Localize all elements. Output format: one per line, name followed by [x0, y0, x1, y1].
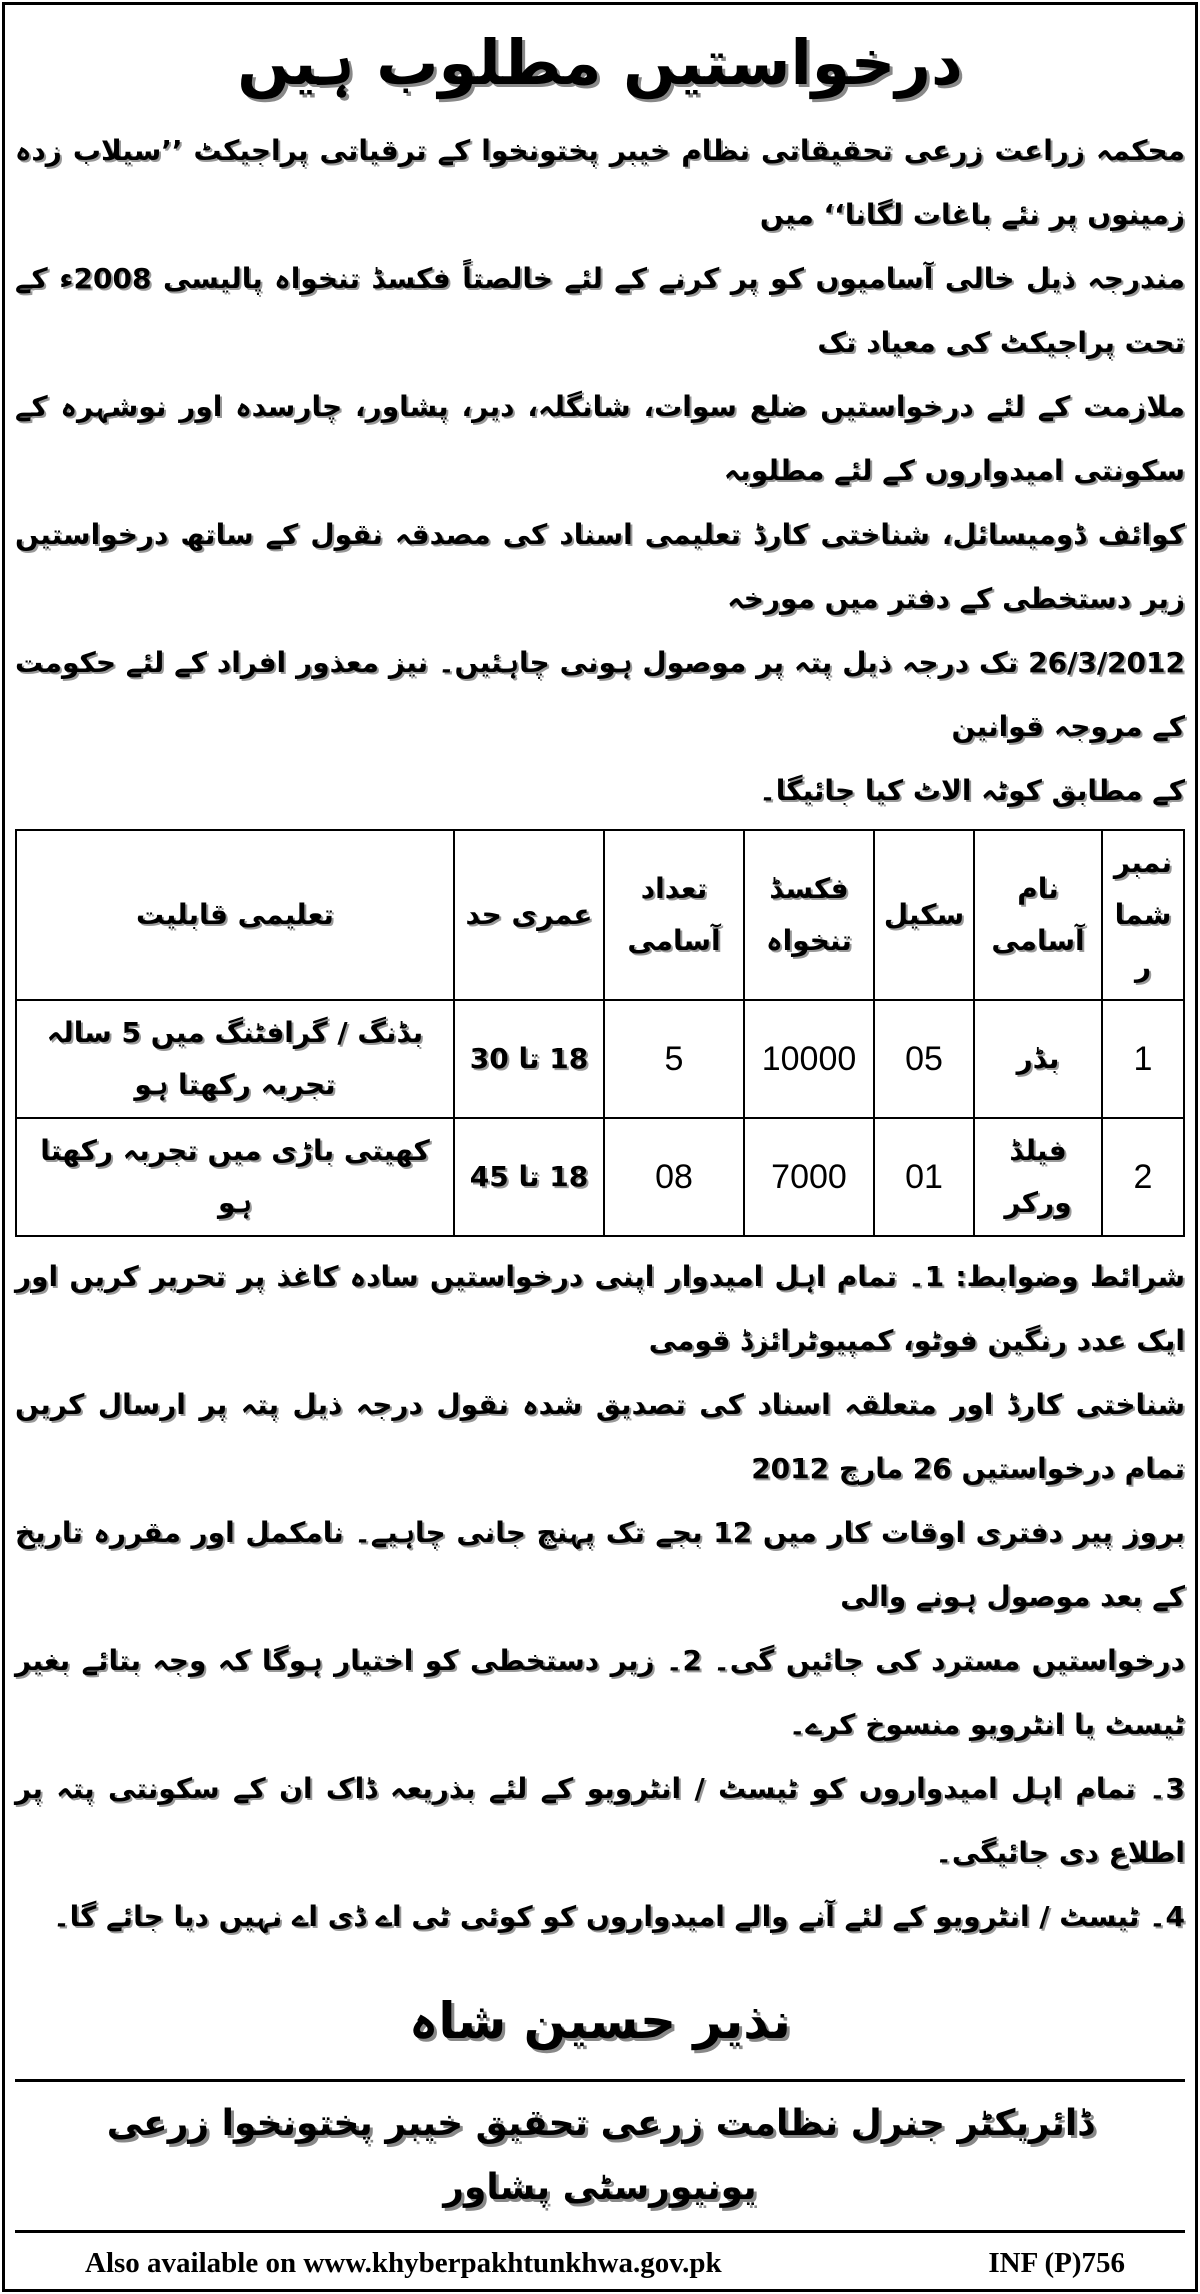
- header-scale: سکیل: [874, 830, 974, 1000]
- cell-serial: 2: [1102, 1118, 1184, 1236]
- table-row: [16, 1118, 1184, 1236]
- signatory-title: ڈائریکٹر جنرل نظامت زرعی تحقیق خیبر پختونخوا زرعی یونیورسٹی پشاور: [106, 2103, 1094, 2208]
- intro-line: کوائف ڈومیسائل، شناختی کارڈ تعلیمی اسناد کی مصدقہ نقول کے ساتھ درخواستیں زیر دستخطی کے دفتر میں مورخہ: [15, 518, 1185, 615]
- cell-scale: 01: [874, 1118, 974, 1236]
- terms-line: 3۔ تمام اہل امیدواروں کو ٹیسٹ / انٹرویو کے لئے بذریعہ ڈاک ان کے سکونتی پتہ پر اطلاع دی جائیگی۔: [15, 1772, 1185, 1869]
- cell-count: 5: [604, 1000, 744, 1118]
- cell-scale: 05: [874, 1000, 974, 1118]
- divider: [15, 2230, 1185, 2233]
- website-note: Also available on www.khyberpakhtunkhwa.gov.pk: [85, 2247, 722, 2279]
- vacancy-table: [15, 829, 1185, 1237]
- cell-age: 18 تا 30: [454, 1000, 604, 1118]
- table-header-row: [16, 830, 1184, 1000]
- cell-qualification: کھیتی باڑی میں تجربہ رکھتا ہو: [16, 1118, 454, 1236]
- divider: [15, 2079, 1185, 2082]
- header-serial: نمبر شمار: [1102, 830, 1184, 1000]
- intro-line: ملازمت کے لئے درخواستیں ضلع سوات، شانگلہ، دیر، پشاور، چارسدہ اور نوشہرہ کے سکونتی امیدواروں کے لئے مطلوبہ: [15, 390, 1185, 487]
- terms-line: شناختی کارڈ اور متعلقہ اسناد کی تصدیق شدہ نقول درجہ ذیل پتہ پر ارسال کریں تمام درخواستیں 26 مارچ 2012: [15, 1388, 1185, 1485]
- ad-title: درخواستیں مطلوب ہیں: [237, 26, 963, 99]
- cell-post-name: فیلڈ ورکر: [974, 1118, 1102, 1236]
- cell-age: 18 تا 45: [454, 1118, 604, 1236]
- header-post-name: نام آسامی: [974, 830, 1102, 1000]
- header-fixed-salary: فکسڈ تنخواہ: [744, 830, 874, 1000]
- inf-reference: INF (P)756: [988, 2247, 1125, 2279]
- cell-post-name: بڈر: [974, 1000, 1102, 1118]
- cell-salary: 10000: [744, 1000, 874, 1118]
- terms-line: درخواستیں مسترد کی جائیں گی۔ 2۔ زیر دستخطی کو اختیار ہوگا کہ وجہ بتائے بغیر ٹیسٹ یا انٹرویو منسوخ کرے۔: [15, 1644, 1185, 1741]
- intro-line: کے مطابق کوٹہ الاٹ کیا جائیگا۔: [759, 774, 1185, 807]
- header-age-limit: عمری حد: [454, 830, 604, 1000]
- cell-serial: 1: [1102, 1000, 1184, 1118]
- header-qualification: تعلیمی قابلیت: [16, 830, 454, 1000]
- intro-line: 26/3/2012 تک درجہ ذیل پتہ پر موصول ہونی چاہئیں۔ نیز معذور افراد کے لئے حکومت کے مروجہ قوانین: [15, 646, 1185, 743]
- cell-salary: 7000: [744, 1118, 874, 1236]
- intro-line: محکمہ زراعت زرعی تحقیقاتی نظام خیبر پختونخوا کے ترقیاتی پراجیکٹ ’’سیلاب زدہ زمینوں پر نئے باغات لگانا‘‘ میں: [15, 134, 1185, 231]
- intro-line: مندرجہ ذیل خالی آسامیوں کو پر کرنے کے لئے خالصتاً فکسڈ تنخواہ پالیسی 2008ء کے تحت پراجیکٹ کی معیاد تک: [15, 262, 1185, 359]
- cell-count: 08: [604, 1118, 744, 1236]
- cell-qualification: بڈنگ / گرافٹنگ میں 5 سالہ تجربہ رکھتا ہو: [16, 1000, 454, 1118]
- table-row: [16, 1000, 1184, 1118]
- terms-line: بروز پیر دفتری اوقات کار میں 12 بجے تک پہنچ جانی چاہیے۔ نامکمل اور مقررہ تاریخ کے بعد موصول ہونے والی: [15, 1516, 1185, 1613]
- signatory-name: نذیر حسین شاہ: [409, 1992, 791, 2050]
- footer-bar: [15, 2243, 1185, 2283]
- terms-line: 4۔ ٹیسٹ / انٹرویو کے لئے آنے والے امیدواروں کو کوئی ٹی اے ڈی اے نہیں دیا جائے گا۔: [53, 1900, 1185, 1933]
- terms-line: شرائط وضوابط: 1۔ تمام اہل امیدوار اپنی درخواستیں سادہ کاغذ پر تحریر کریں اور ایک عدد رنگین فوٹو، کمپیوٹرائزڈ قومی: [15, 1260, 1185, 1357]
- advertisement-border: [2, 2, 1198, 2292]
- header-posts-count: تعداد آسامی: [604, 830, 744, 1000]
